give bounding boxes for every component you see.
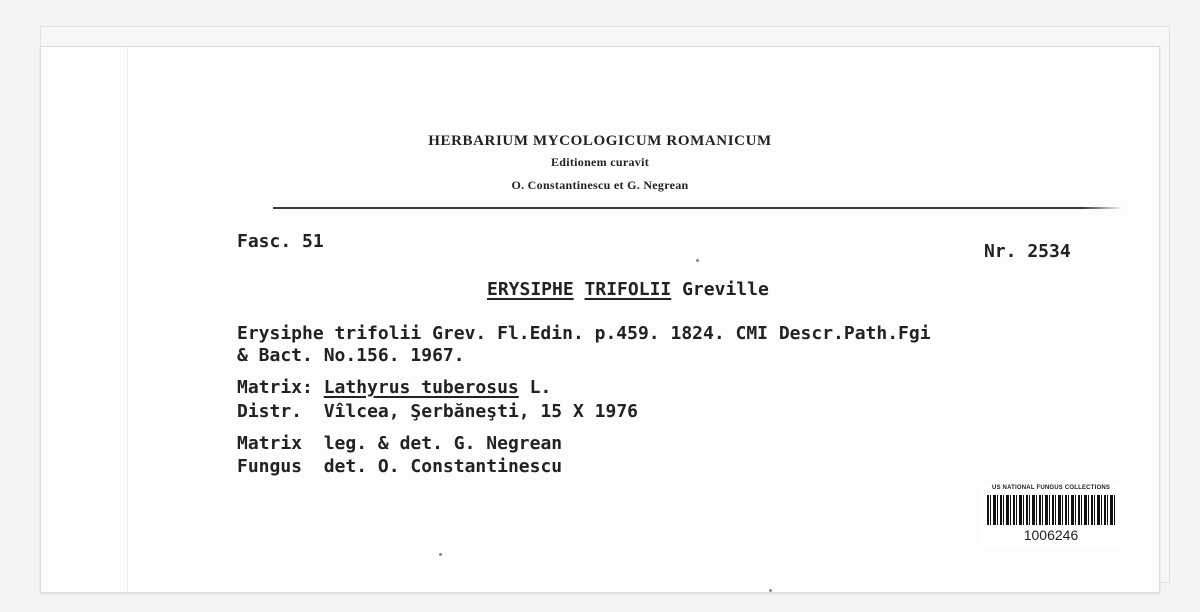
paper-speck xyxy=(769,589,772,592)
fungus-determiner-row xyxy=(237,456,562,478)
host-name: Lathyrus tuberosus xyxy=(323,377,519,398)
matrix-row xyxy=(237,377,551,399)
taxon-epithet: TRIFOLII xyxy=(584,279,672,300)
barcode-number: 1006246 xyxy=(1023,527,1079,543)
barcode-icon xyxy=(987,495,1115,525)
matrix-collector-value: leg. & det. G. Negrean xyxy=(323,433,563,454)
paper-speck xyxy=(439,553,442,556)
matrix-collector-label: Matrix xyxy=(237,433,303,454)
specimen-number: Nr. 2534 xyxy=(984,241,1071,262)
distribution-value: Vîlcea, Şerbăneşti, 15 X 1976 xyxy=(323,401,638,422)
specimen-label xyxy=(40,46,1160,593)
header-divider xyxy=(273,207,1083,209)
matrix-collector-row xyxy=(237,433,562,455)
reference-line-1: Erysiphe trifolii Grev. Fl.Edin. p.459. 1824. CMI Descr.Path.Fgi xyxy=(237,323,931,344)
distribution-label: Distr. xyxy=(237,401,303,422)
taxon-name xyxy=(487,279,769,301)
fascicle-number: Fasc. 51 xyxy=(237,231,324,252)
barcode-caption: US NATIONAL FUNGUS COLLECTIONS xyxy=(991,485,1111,491)
distribution-row xyxy=(237,401,638,423)
matrix-label: Matrix: xyxy=(237,377,313,398)
barcode-label xyxy=(981,485,1121,547)
taxon-genus: ERYSIPHE xyxy=(487,279,574,300)
taxon-author: Greville xyxy=(682,279,769,300)
host-author: L. xyxy=(529,377,552,398)
editors-line: O. Constantinescu et G. Negrean xyxy=(511,178,689,192)
paper-speck xyxy=(696,259,699,262)
herbarium-title: HERBARIUM MYCOLOGICUM ROMANICUM xyxy=(428,133,772,149)
fungus-determiner-label: Fungus xyxy=(237,456,303,477)
fungus-determiner-value: det. O. Constantinescu xyxy=(323,456,563,477)
edition-line: Editionem curavit xyxy=(550,155,650,169)
reference-line-2: & Bact. No.156. 1967. xyxy=(237,345,465,366)
